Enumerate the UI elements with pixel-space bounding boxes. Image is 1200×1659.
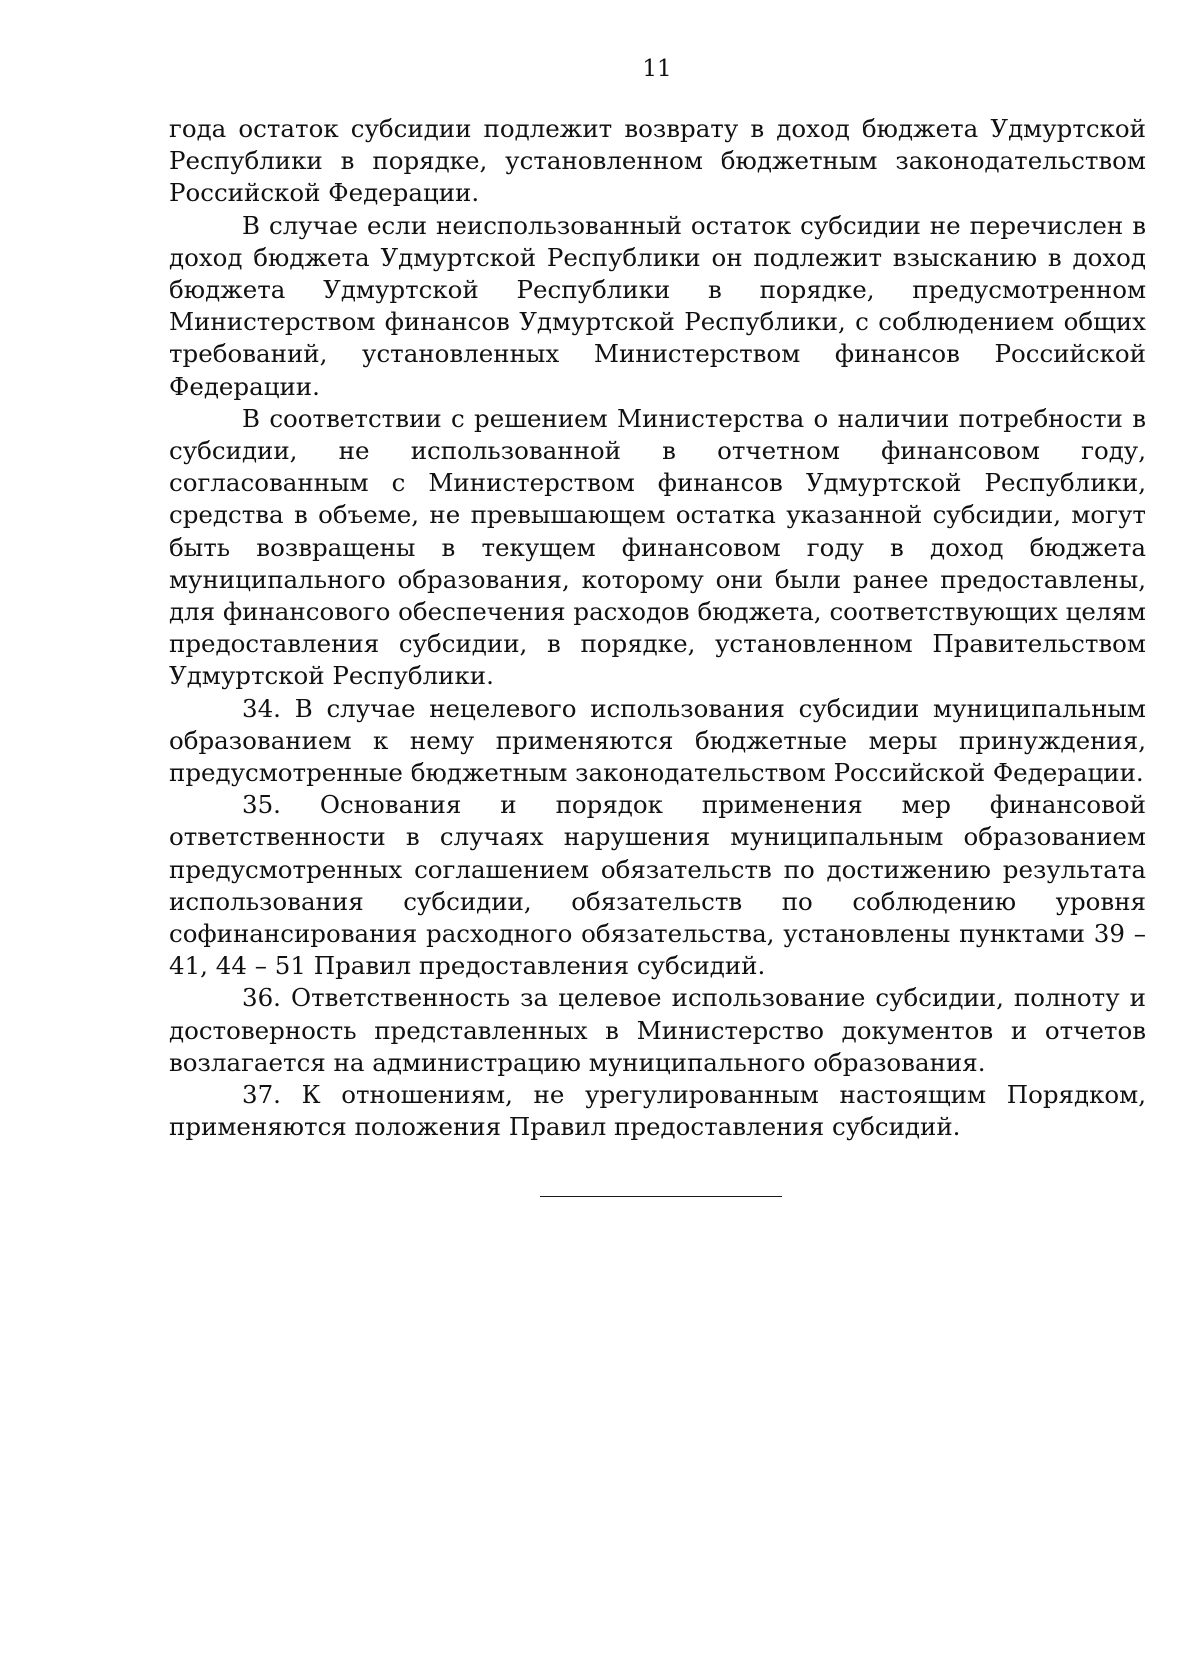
paragraph-balance-return: В соответствии с решением Министерства о наличии потребности в субсидии, не использованной в отчетном финансовом году, согласованным с Министерством финансов Удмуртской Республики, средства в объеме, не превышающем остатка указанной субсидии, могут быть возвращены в текущем финансовом году в доход бюджета муниципального образования, которому они были ранее предоставлены, для финансового обеспечения расходов бюджета, соответствующих целям предоставления субсидии, в порядке, установленном Правительством Удмуртской Республики. bbox=[169, 403, 1146, 691]
paragraph-item-36: 36. Ответственность за целевое использование субсидии, полноту и достоверность представленных в Министерство документов и отчетов возлагается на администрацию муниципального образования. bbox=[169, 983, 1146, 1077]
paragraph-continuation: года остаток субсидии подлежит возврату в доход бюджета Удмуртской Республики в порядке, установленном бюджетным законодательством Российской Федерации. bbox=[169, 114, 1146, 208]
paragraph-item-37: 37. К отношениям, не урегулированным настоящим Порядком, применяются положения Правил предоставления субсидий. bbox=[169, 1080, 1146, 1142]
page-number: 11 bbox=[642, 56, 672, 82]
paragraph-item-34: 34. В случае нецелевого использования субсидии муниципальным образованием к нему применяются бюджетные меры принуждения, предусмотренные бюджетным законодательством Российской Федерации. bbox=[169, 693, 1146, 788]
end-of-document-rule bbox=[540, 1196, 782, 1197]
paragraph-item-35: 35. Основания и порядок применения мер финансовой ответственности в случаях нарушения муниципальным образованием предусмотренных соглашением обязательств по достижению результата использования субсидии, обязательств по соблюдению уровня софинансирования расходного обязательства, установлены пунктами 39 – 41, 44 – 51 Правил предоставления субсидий. bbox=[169, 790, 1146, 981]
document-body bbox=[169, 113, 1146, 1144]
paragraph-unused-balance-recovery: В случае если неиспользованный остаток субсидии не перечислен в доход бюджета Удмуртской Республики он подлежит взысканию в доход бюджета Удмуртской Республики в порядке, предусмотренном Министерством финансов Удмуртской Республики, с соблюдением общих требований, установленных Министерством финансов Российской Федерации. bbox=[169, 210, 1146, 401]
